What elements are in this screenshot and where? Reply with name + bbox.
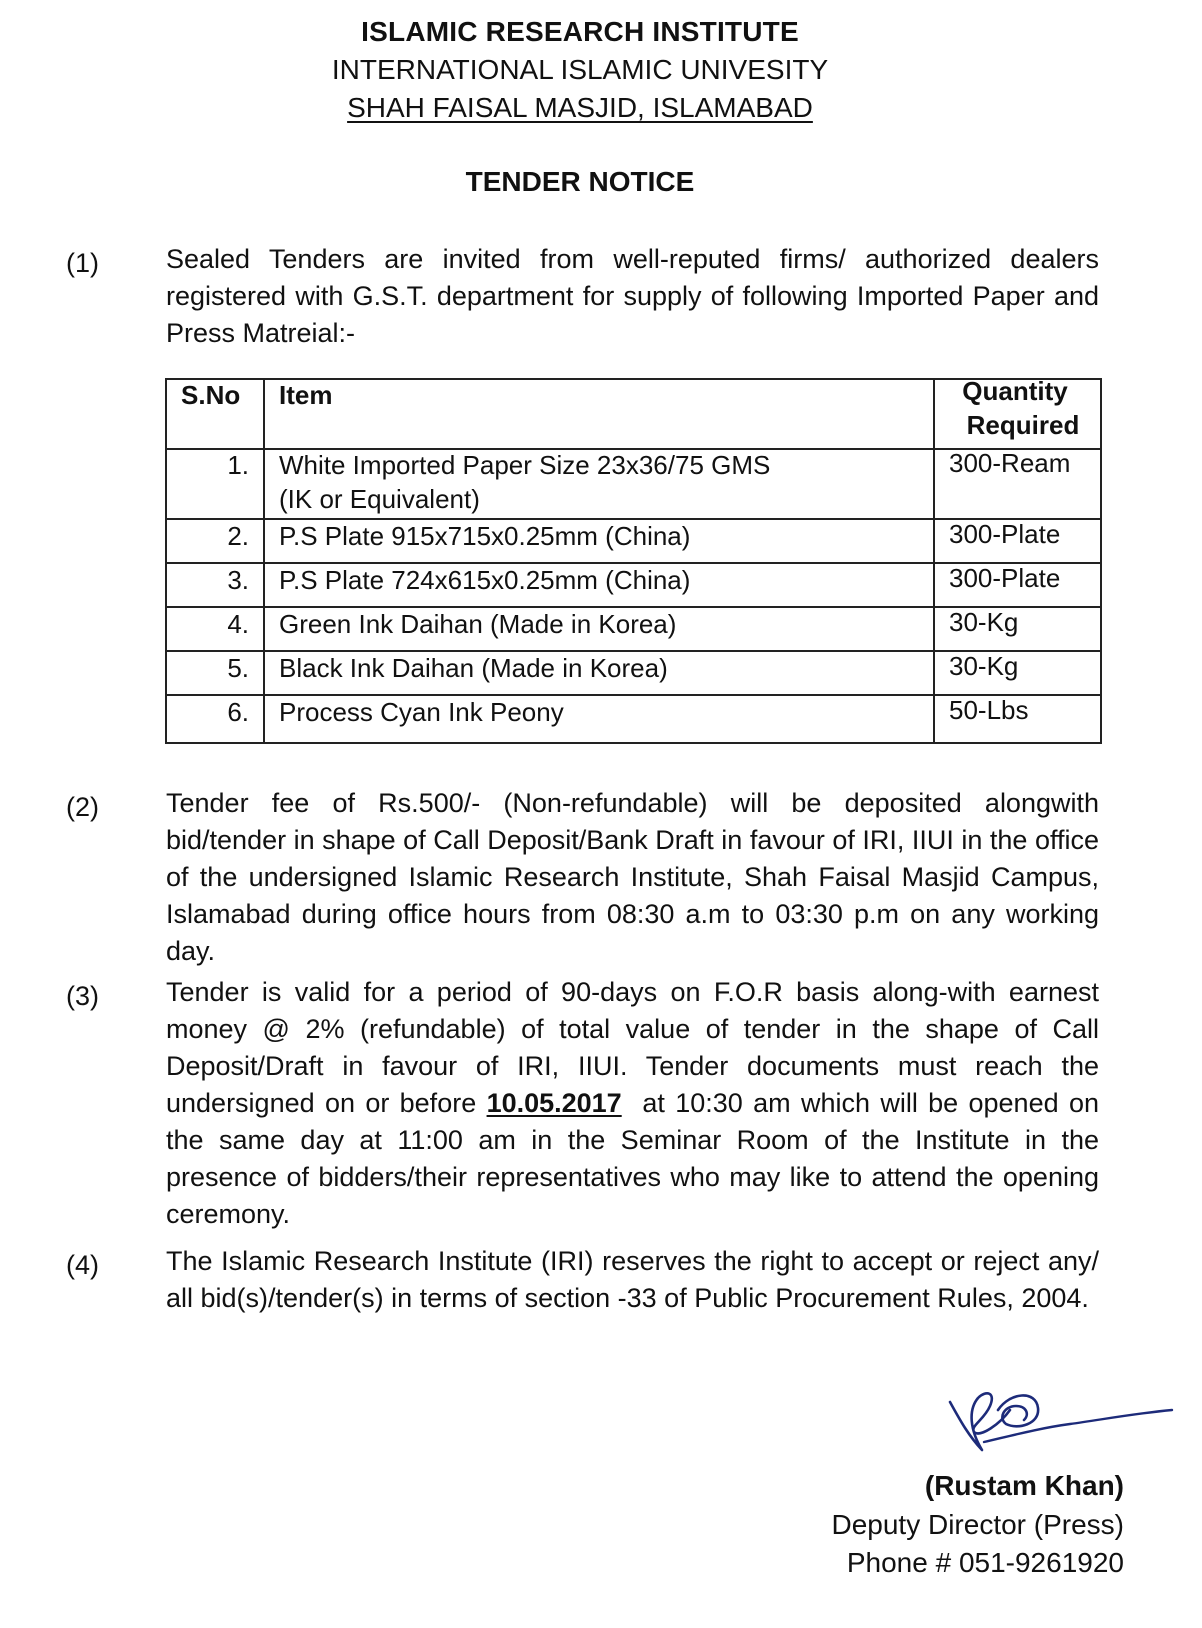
- institute-address: [0, 92, 1160, 124]
- row-5-item: Black Ink Daihan (Made in Korea): [279, 653, 668, 683]
- row-5-quantity: 30-Kg: [949, 651, 1019, 681]
- paragraph-1-number: (1): [66, 248, 99, 278]
- signature-graphic: [940, 1380, 1180, 1470]
- handwritten-signature: [940, 1380, 1180, 1475]
- items-table: [165, 378, 1102, 744]
- row-2-quantity: 300-Plate: [949, 519, 1061, 549]
- row-1-sno: 1.: [227, 450, 249, 480]
- table-column-divider: [263, 380, 265, 742]
- row-3-quantity: 300-Plate: [949, 563, 1061, 593]
- row-4-quantity: 30-Kg: [949, 607, 1019, 637]
- institute-address-text: SHAH FAISAL MASJID, ISLAMABAD: [347, 92, 813, 123]
- paragraph-4-number: (4): [66, 1250, 99, 1280]
- row-3-sno: 3.: [227, 565, 249, 595]
- row-1-item-detail: (IK or Equivalent): [279, 484, 480, 514]
- row-2-item: P.S Plate 915x715x0.25mm (China): [279, 521, 691, 551]
- row-6-item: Process Cyan Ink Peony: [279, 697, 564, 727]
- paragraph-2-number: (2): [66, 792, 99, 822]
- header-item: Item: [279, 380, 333, 410]
- row-5-sno: 5.: [227, 653, 249, 683]
- signatory-designation: Deputy Director (Press): [831, 1509, 1124, 1540]
- row-6-sno: 6.: [227, 697, 249, 727]
- header-sno: S.No: [181, 380, 241, 410]
- row-1-item: White Imported Paper Size 23x36/75 GMS: [279, 450, 771, 480]
- paragraph-3-text-after: at 10:30 am which will be opened on the same day at 11:00 am in the Seminar Room of the Institute in the presence of bidders/their representatives who may like to attend the opening ceremony.: [166, 1088, 1099, 1229]
- paragraph-3-text-before: Tender is valid for a period of 90-days on F.O.R basis along-with earnest money @ 2% (refundable) of total value of tender in the shape of Call Deposit/Draft in favour of IRI, IIUI. Tender documents must reach the undersigned on or before: [166, 977, 1099, 1118]
- paragraph-4-text: The Islamic Research Institute (IRI) reserves the right to accept or reject any/ all bid(s)/tender(s) in terms of section -33 of Public Procurement Rules, 2004.: [166, 1246, 1099, 1313]
- header-quantity-line2: Required: [966, 410, 1080, 440]
- paragraph-3-text: [166, 974, 1099, 1233]
- row-1-quantity: 300-Ream: [949, 448, 1071, 478]
- table-column-divider: [933, 380, 935, 742]
- university-name: INTERNATIONAL ISLAMIC UNIVESITY: [331, 54, 829, 85]
- row-4-sno: 4.: [227, 609, 249, 639]
- paragraph-3-number: (3): [66, 981, 99, 1011]
- notice-title: TENDER NOTICE: [465, 166, 695, 197]
- paragraph-2-text: Tender fee of Rs.500/- (Non-refundable) will be deposited alongwith bid/tender in shape of Call Deposit/Bank Draft in favour of IRI, IIUI in the office of the undersigned Islamic Research Institute, Shah Faisal Masjid Campus, Islamabad during office hours from 08:30 a.m to 03:30 p.m on any working day.: [166, 788, 1099, 966]
- tender-deadline-date: 10.05.2017: [486, 1088, 622, 1118]
- signatory-name: (Rustam Khan): [924, 1470, 1124, 1501]
- row-2-sno: 2.: [227, 521, 249, 551]
- signatory-phone: Phone # 051-9261920: [846, 1547, 1124, 1578]
- header-quantity-line1: Quantity: [962, 376, 1068, 406]
- institute-name: ISLAMIC RESEARCH INSTITUTE: [361, 16, 799, 47]
- row-3-item: P.S Plate 724x615x0.25mm (China): [279, 565, 691, 595]
- paragraph-1-text: Sealed Tenders are invited from well-reputed firms/ authorized dealers registered with G.S.T. department for supply of following Imported Paper and Press Matreial:-: [166, 244, 1099, 348]
- row-4-item: Green Ink Daihan (Made in Korea): [279, 609, 677, 639]
- row-6-quantity: 50-Lbs: [949, 695, 1029, 725]
